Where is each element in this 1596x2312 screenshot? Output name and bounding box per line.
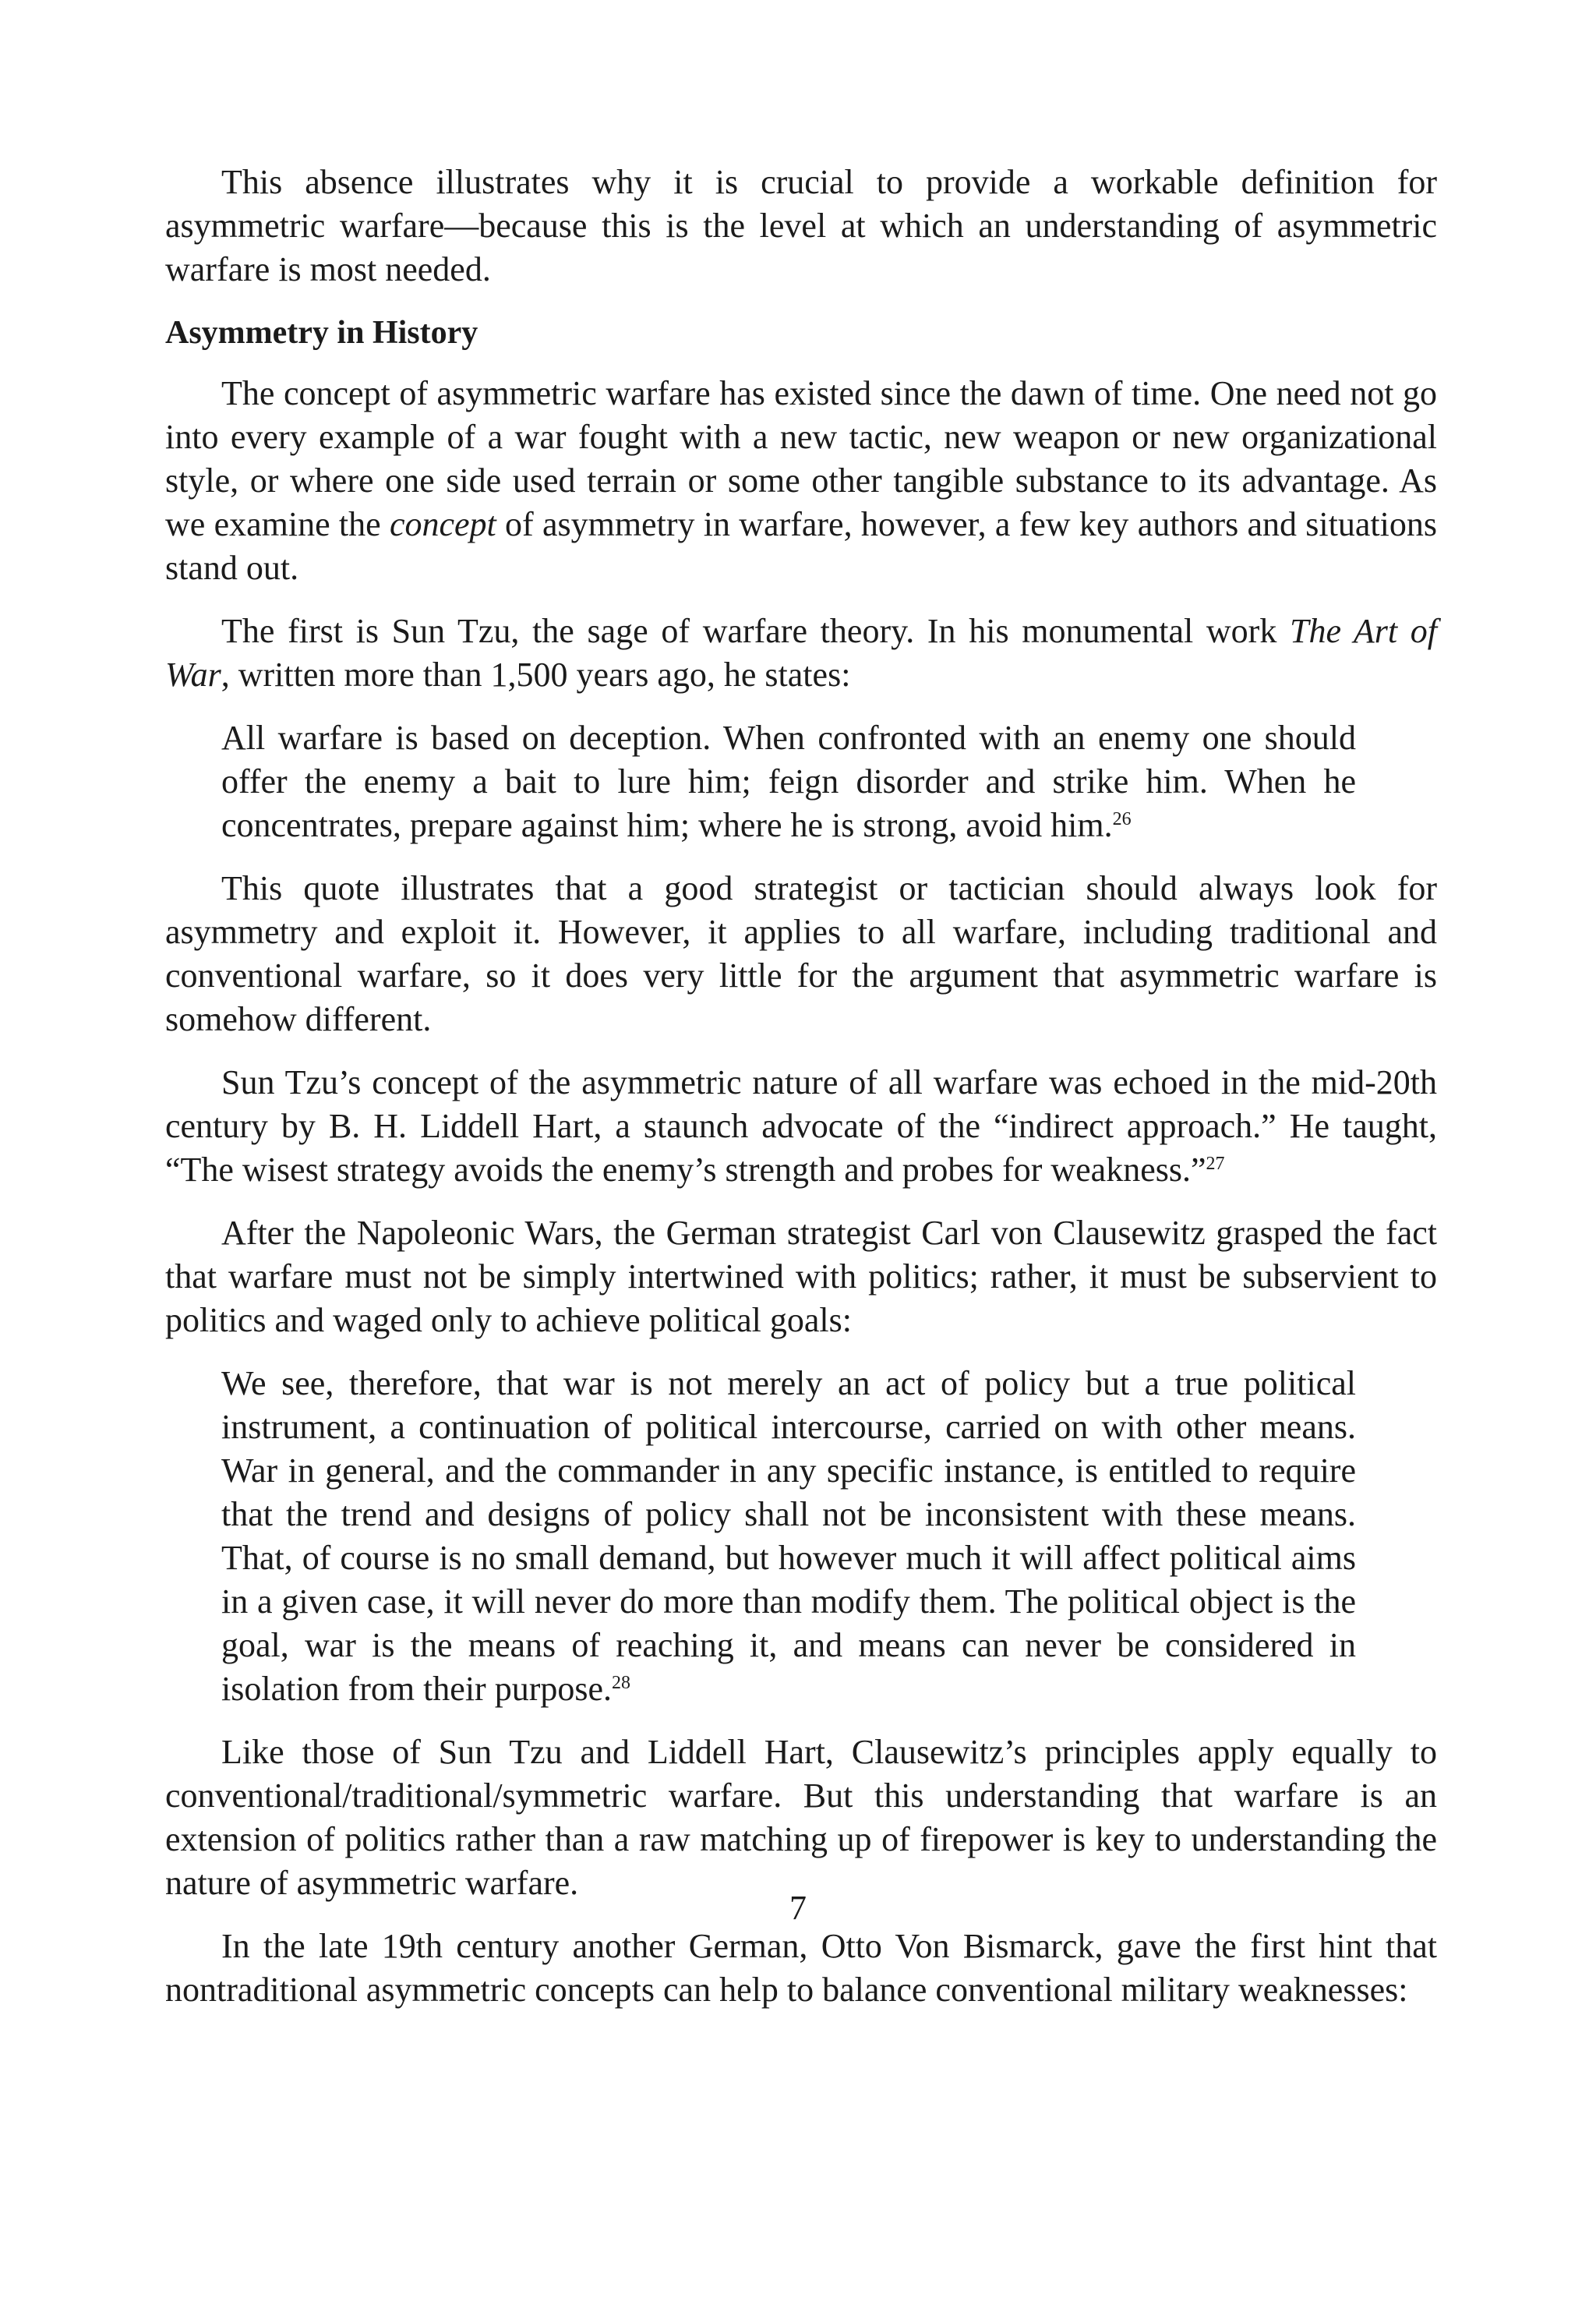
paragraph-concept [165,372,1437,590]
paragraph-absence [165,161,1437,292]
paragraph-text: This absence illustrates why it is crucial to provide a workable definition for asymmetric warfare—because this is the level at which an understanding of asymmetric warfare is most needed. [165,163,1437,288]
section-heading: Asymmetry in History [165,315,478,351]
paragraph-clausewitz [165,1211,1437,1342]
paragraph-text: The first is Sun Tzu, the sage of warfare theory. In his monumental work [221,612,1290,650]
paragraph-text: Like those of Sun Tzu and Liddell Hart, Clausewitz’s principles apply equally to conventional/traditional/symmetric warfare. But this understanding that warfare is an extension of politics rather than a raw matching up of firepower is key to understanding the nature of asymmetric warfare. [165,1733,1437,1902]
page-number: 7 [789,1889,807,1927]
footnote-marker: 26 [1112,809,1132,829]
block-quote-sun-tzu [221,716,1356,847]
paragraph-sun-tzu [165,610,1437,697]
book-title: The Art of War [165,612,1438,694]
paragraph-text: , written more than 1,500 years ago, he states: [221,656,851,694]
quote-text: We see, therefore, that war is not merely an act of policy but a true political instrument, a continuation of political intercourse, carried on with other means. War in general, and the commander in any specific instance, is entitled to require that the trend and designs of policy shall not be inconsistent with these means. That, of course is no small demand, but however much it will affect political aims in a given case, it will never do more than modify them. The political object is the goal, war is the means of reaching it, and means can never be considered in isolation from their purpose. [221,1364,1356,1708]
paragraph-liddell-hart [165,1061,1437,1192]
paragraph-bismarck [165,1925,1437,2012]
paragraph-quote-illustrates [165,867,1437,1041]
quote-text: All warfare is based on deception. When confronted with an enemy one should offer the enemy a bait to lure him; feign disorder and strike him. When he concentrates, prepare against him; where he is strong, avoid him. [221,719,1356,844]
page-body [165,161,1437,2031]
footnote-marker: 28 [612,1673,631,1693]
paragraph-text: After the Napoleonic Wars, the German strategist Carl von Clausewitz grasped the fact that warfare must not be simply intertwined with politics; rather, it must be subservient to politics and waged only to achieve political goals: [165,1214,1437,1339]
paragraph-principles [165,1730,1437,1905]
block-quote-clausewitz [221,1362,1356,1711]
paragraph-text: This quote illustrates that a good strategist or tactician should always look for asymmetry and exploit it. However, it applies to all warfare, including traditional and conventional warfare, so it does very little for the argument that asymmetric warfare is somehow different. [165,869,1437,1038]
paragraph-text: In the late 19th century another German, Otto Von Bismarck, gave the first hint that nontraditional asymmetric concepts can help to balance conventional military weaknesses: [165,1927,1437,2009]
emphasis-text: concept [389,505,496,543]
footnote-marker: 27 [1206,1154,1225,1174]
paragraph-text: Sun Tzu’s concept of the asymmetric nature of all warfare was echoed in the mid-20th century by B. H. Liddell Hart, a staunch advocate of the “indirect approach.” He taught, “The wisest strategy avoids the enemy’s strength and probes for weakness.” [165,1063,1437,1189]
paragraph-text: of asymmetry in warfare, however, a few key authors and situations stand out. [165,505,1437,587]
paragraph-text: The concept of asymmetric warfare has existed since the dawn of time. One need not go into every example of a war fought with a new tactic, new weapon or new organizational style, or where one side used terrain or some other tangible substance to its advantage. As we examine the [165,374,1437,543]
